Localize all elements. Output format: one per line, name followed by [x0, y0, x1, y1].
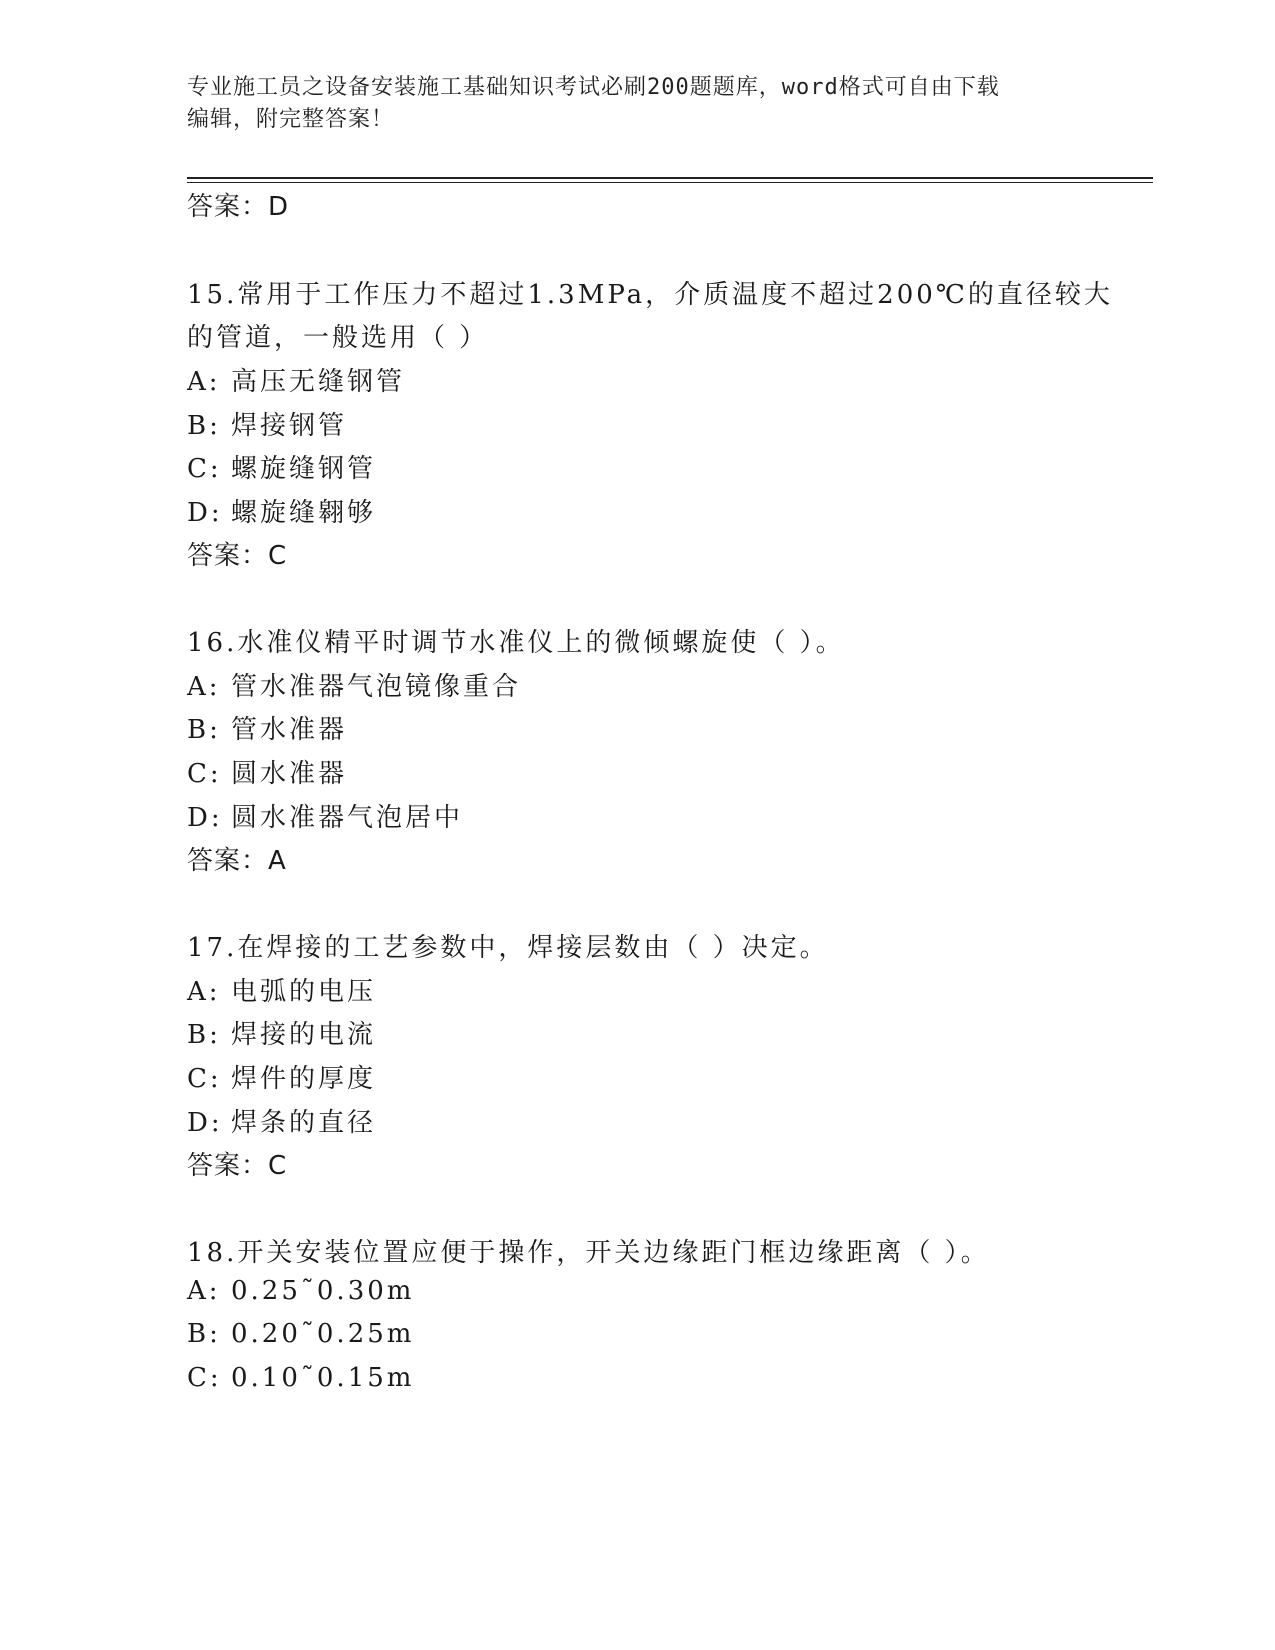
question-16-stem-line-1: 16.水准仪精平时调节水准仪上的微倾螺旋使（ ）。 [187, 628, 845, 658]
option-text: 管水准器 [231, 715, 348, 745]
option-text: 焊条的直径 [231, 1108, 377, 1138]
question-16-option-d [187, 797, 463, 834]
option-label: C: [187, 454, 222, 484]
question-18-option-b [187, 1319, 414, 1349]
option-label: D: [187, 498, 223, 528]
option-label: A: [187, 367, 221, 397]
option-label: B: [187, 1020, 221, 1050]
question-16-answer: 答案：A [187, 846, 287, 876]
question-16-option-c [187, 753, 347, 790]
option-label: B: [187, 715, 221, 745]
option-text: 0.20˜0.25m [231, 1319, 415, 1349]
option-label: B: [187, 411, 221, 441]
header-divider-thin [187, 182, 1153, 183]
question-15-stem-line-1: 15.常用于工作压力不超过1.3MPa，介质温度不超过200℃的直径较大 [187, 280, 1113, 310]
option-text: 焊接的电流 [231, 1020, 377, 1050]
question-17-option-a [187, 971, 376, 1008]
question-18-stem-line-1: 18.开关安装位置应便于操作，开关边缘距门框边缘距离（ ）。 [187, 1238, 990, 1268]
option-text: 电弧的电压 [231, 977, 377, 1007]
question-15-option-c [187, 448, 376, 485]
option-label: A: [187, 672, 221, 702]
option-label: D: [187, 803, 223, 833]
option-label: C: [187, 759, 222, 789]
option-text: 螺旋缝翱够 [231, 498, 377, 528]
question-17-option-b [187, 1014, 376, 1051]
question-15-option-b [187, 405, 347, 442]
question-18-option-a [187, 1276, 414, 1306]
option-label: C: [187, 1064, 222, 1094]
page-header [187, 72, 1067, 136]
option-text: 管水准器气泡镜像重合 [231, 672, 522, 702]
question-15-option-d [187, 492, 376, 529]
question-17-stem-line-1: 17.在焊接的工艺参数中，焊接层数由（ ）决定。 [187, 933, 829, 963]
option-text: 焊接钢管 [231, 411, 348, 441]
option-label: C: [187, 1363, 222, 1393]
question-15-answer: 答案：C [187, 541, 288, 571]
question-17-answer: 答案：C [187, 1151, 288, 1181]
question-17-option-c [187, 1058, 376, 1095]
option-label: B: [187, 1319, 221, 1349]
option-label: D: [187, 1108, 223, 1138]
header-divider [187, 177, 1153, 179]
option-text: 0.25˜0.30m [231, 1276, 415, 1306]
question-17-option-d [187, 1102, 376, 1139]
header-title-line-1: 专业施工员之设备安装施工基础知识考试必刷200题题库，word格式可自由下载 [187, 75, 1000, 100]
question-18-option-c [187, 1363, 414, 1393]
option-label: A: [187, 977, 221, 1007]
option-text: 圆水准器气泡居中 [231, 803, 464, 833]
option-text: 螺旋缝钢管 [231, 454, 377, 484]
option-label: A: [187, 1276, 221, 1306]
option-text: 高压无缝钢管 [231, 367, 406, 397]
previous-answer: 答案：D [187, 192, 290, 222]
question-16-option-b [187, 709, 347, 746]
option-text: 圆水准器 [231, 759, 348, 789]
question-16-option-a [187, 666, 521, 703]
option-text: 0.10˜0.15m [231, 1363, 415, 1393]
option-text: 焊件的厚度 [231, 1064, 377, 1094]
question-15-option-a [187, 361, 405, 398]
question-15-stem-line-2: 的管道，一般选用（ ） [187, 323, 489, 353]
header-title-line-2: 编辑，附完整答案！ [187, 107, 395, 132]
